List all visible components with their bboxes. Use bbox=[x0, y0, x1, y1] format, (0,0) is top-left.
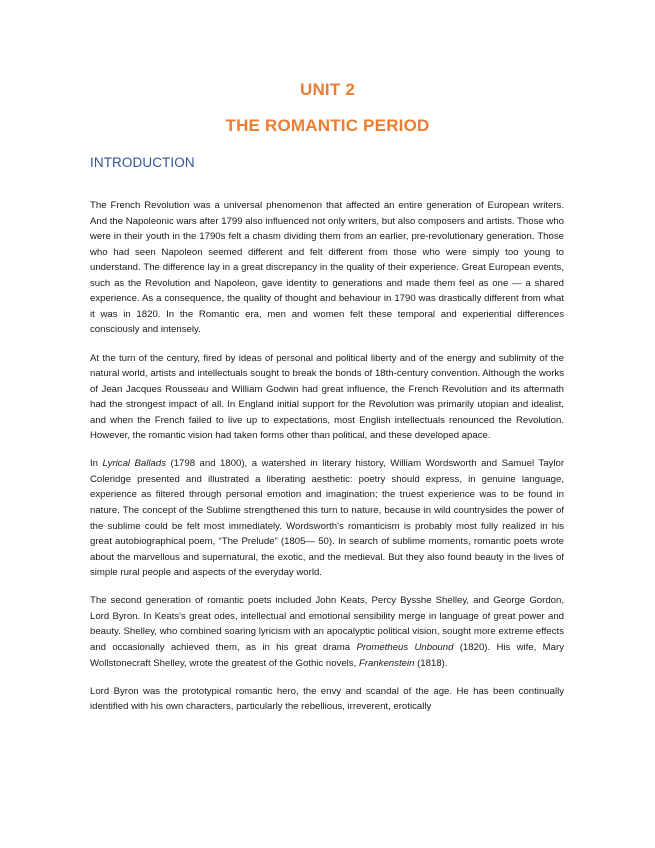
paragraph-4-text-c: (1818). bbox=[414, 657, 448, 669]
section-heading: INTRODUCTION bbox=[90, 155, 195, 170]
unit-number-heading: UNIT 2 bbox=[299, 80, 356, 99]
paragraph-2: At the turn of the century, fired by ideas of personal and political liberty and of the energy and sublimity of the natural world, artists and intellectuals sought to break the bonds of 18th-century convention. Although the works of Jean Jacques Rousseau and William Godwin had great influence, the French Revolution and its aftermath had the strongest impact of all. In England initial support for the Revolution was primarily utopian and idealist, and when the French failed to live up to expectations, most English intellectuals renounced the Revolution. However, the romantic vision had taken forms other than political, and these developed apace. bbox=[90, 352, 564, 442]
paragraph-4-text-a: The second generation of romantic poets included John Keats, Percy Bysshe Shelley, and George Gordon, Lord Byron. In Keats's great odes, intellectual and emotional sensibility merge in language of great power and beauty. Shelley, who combined soaring lyricism with an apocalyptic political vision, sought more extreme effects and occasionally achieved them, as in his great drama bbox=[90, 595, 564, 653]
paragraph-3-text-b: (1798 and 1800), a watershed in literary history, William Wordsworth and Samuel Taylor Coleridge presented and illustrated a liberating aesthetic: poetry should express, in genuine language, experience as filtered through personal emotion and imagination; the truest experience was to be found in nature. The concept of the Sublime strengthened this turn to nature, because in wild countrysides the power of the sublime could be felt most immediately. Wordsworth's romanticism is probably most fully realized in his great autobiographical poem, “The Prelude” (1805— 50). In search of sublime moments, romantic poets wrote about the marvellous and supernatural, the exotic, and the medieval. But they also found beauty in the lives of simple rural people and aspects of the everyday world. bbox=[90, 458, 565, 579]
paragraph-3-text-a: In bbox=[90, 458, 103, 470]
book-title-prometheus-unbound: Prometheus Unbound bbox=[356, 642, 454, 653]
book-title-frankenstein: Frankenstein bbox=[358, 657, 415, 669]
paragraph-4-text-b: (1820). His wife, Mary Wollstonecraft Shelley, wrote the greatest of the Gothic novels, bbox=[90, 642, 564, 669]
book-title-lyrical-ballads: Lyrical Ballads bbox=[102, 458, 167, 470]
paragraph-4 bbox=[90, 593, 564, 671]
body-text bbox=[90, 198, 564, 727]
paragraph-3 bbox=[90, 456, 564, 580]
paragraph-1: The French Revolution was a universal phenomenon that affected an entire generation of European writers. And the Napoleonic wars after 1799 also influenced not only writers, but also composers and artists. Those who were in their youth in the 1790s felt a chasm dividing them from an earlier, pre-revolutionary generation. Those who had seen Napoleon seemed different and felt different from those who were simply too young to understand. The difference lay in a great discrepancy in the quality of their experience. Great European events, such as the Revolution and Napoleon, gave identity to generations and made them feel as one — a shared experience. As a consequence, the quality of thought and behaviour in 1790 was drastically different from what it was in 1820. In the Romantic era, men and women felt these temporal and experiential differences consciously and intensely. bbox=[90, 200, 564, 336]
paragraph-5: Lord Byron was the prototypical romantic hero, the envy and scandal of the age. He has been continually identified with his own characters, particularly the rebellious, irreverent, erotically bbox=[90, 685, 564, 713]
chapter-title: THE ROMANTIC PERIOD bbox=[225, 116, 430, 135]
